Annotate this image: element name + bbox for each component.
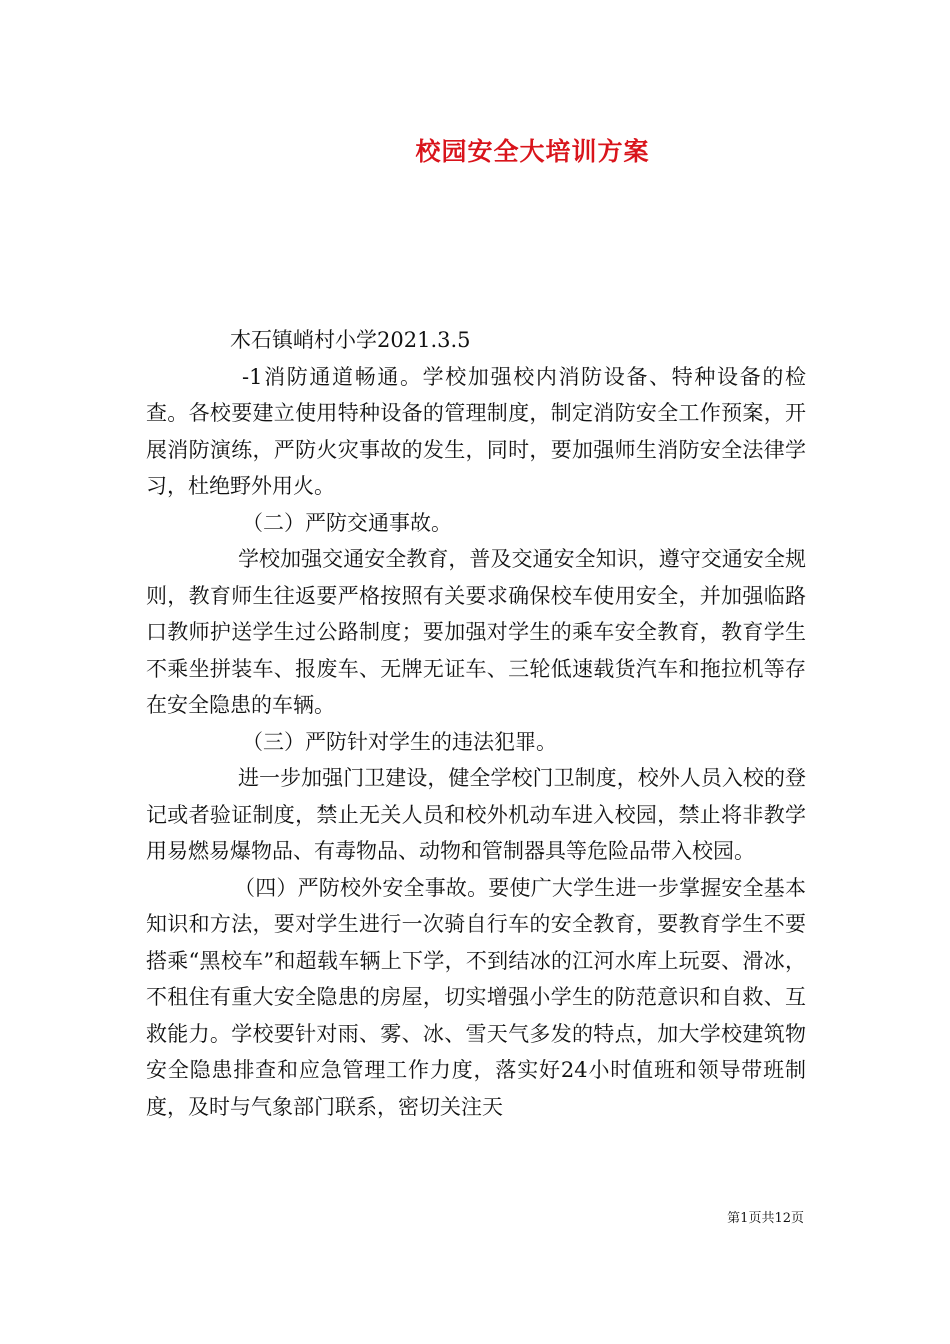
document-body [146, 322, 806, 1125]
paragraph-off-campus-safety: （四）严防校外安全事故。要使广大学生进一步掌握安全基本知识和方法，要对学生进行一次骑自行车的安全教育，要教育学生不要搭乘“黑校车”和超载车辆上下学，不到结冰的江河水库上玩耍、滑冰，不租住有重大安全隐患的房屋，切实增强小学生的防范意识和自救、互救能力。学校要针对雨、雾、冰、雪天气多发的特点，加大学校建筑物安全隐患排查和应急管理工作力度，落实好24小时值班和领导带班制度，及时与气象部门联系，密切关注天 [146, 875, 806, 1119]
school-date-line: 木石镇峭村小学2021.3.5 [230, 328, 471, 352]
page-number: 第1页共12页 [727, 1211, 804, 1226]
section-heading-traffic: （二）严防交通事故。 [242, 510, 452, 535]
paragraph-crime-prevention: 进一步加强门卫建设，健全学校门卫制度，校外人员入校的登记或者验证制度，禁止无关人员和校外机动车进入校园，禁止将非教学用易燃易爆物品、有毒物品、动物和管制器具等危险品带入校园。 [146, 766, 806, 863]
paragraph-fire-safety: -1消防通道畅通。学校加强校内消防设备、特种设备的检查。各校要建立使用特种设备的管理制度，制定消防安全工作预案，开展消防演练，严防火灾事故的发生，同时，要加强师生消防安全法律学习，杜绝野外用火。 [146, 364, 806, 498]
section-heading-crime: （三）严防针对学生的违法犯罪。 [242, 729, 557, 754]
page-title: 校园安全大培训方案 [415, 137, 650, 166]
paragraph-traffic-safety: 学校加强交通安全教育，普及交通安全知识，遵守交通安全规则，教育师生往返要严格按照有关要求确保校车使用安全，并加强临路口教师护送学生过公路制度；要加强对学生的乘车安全教育，教育学生不乘坐拼装车、报废车、无牌无证车、三轮低速载货汽车和拖拉机等存在安全隐患的车辆。 [146, 547, 806, 717]
